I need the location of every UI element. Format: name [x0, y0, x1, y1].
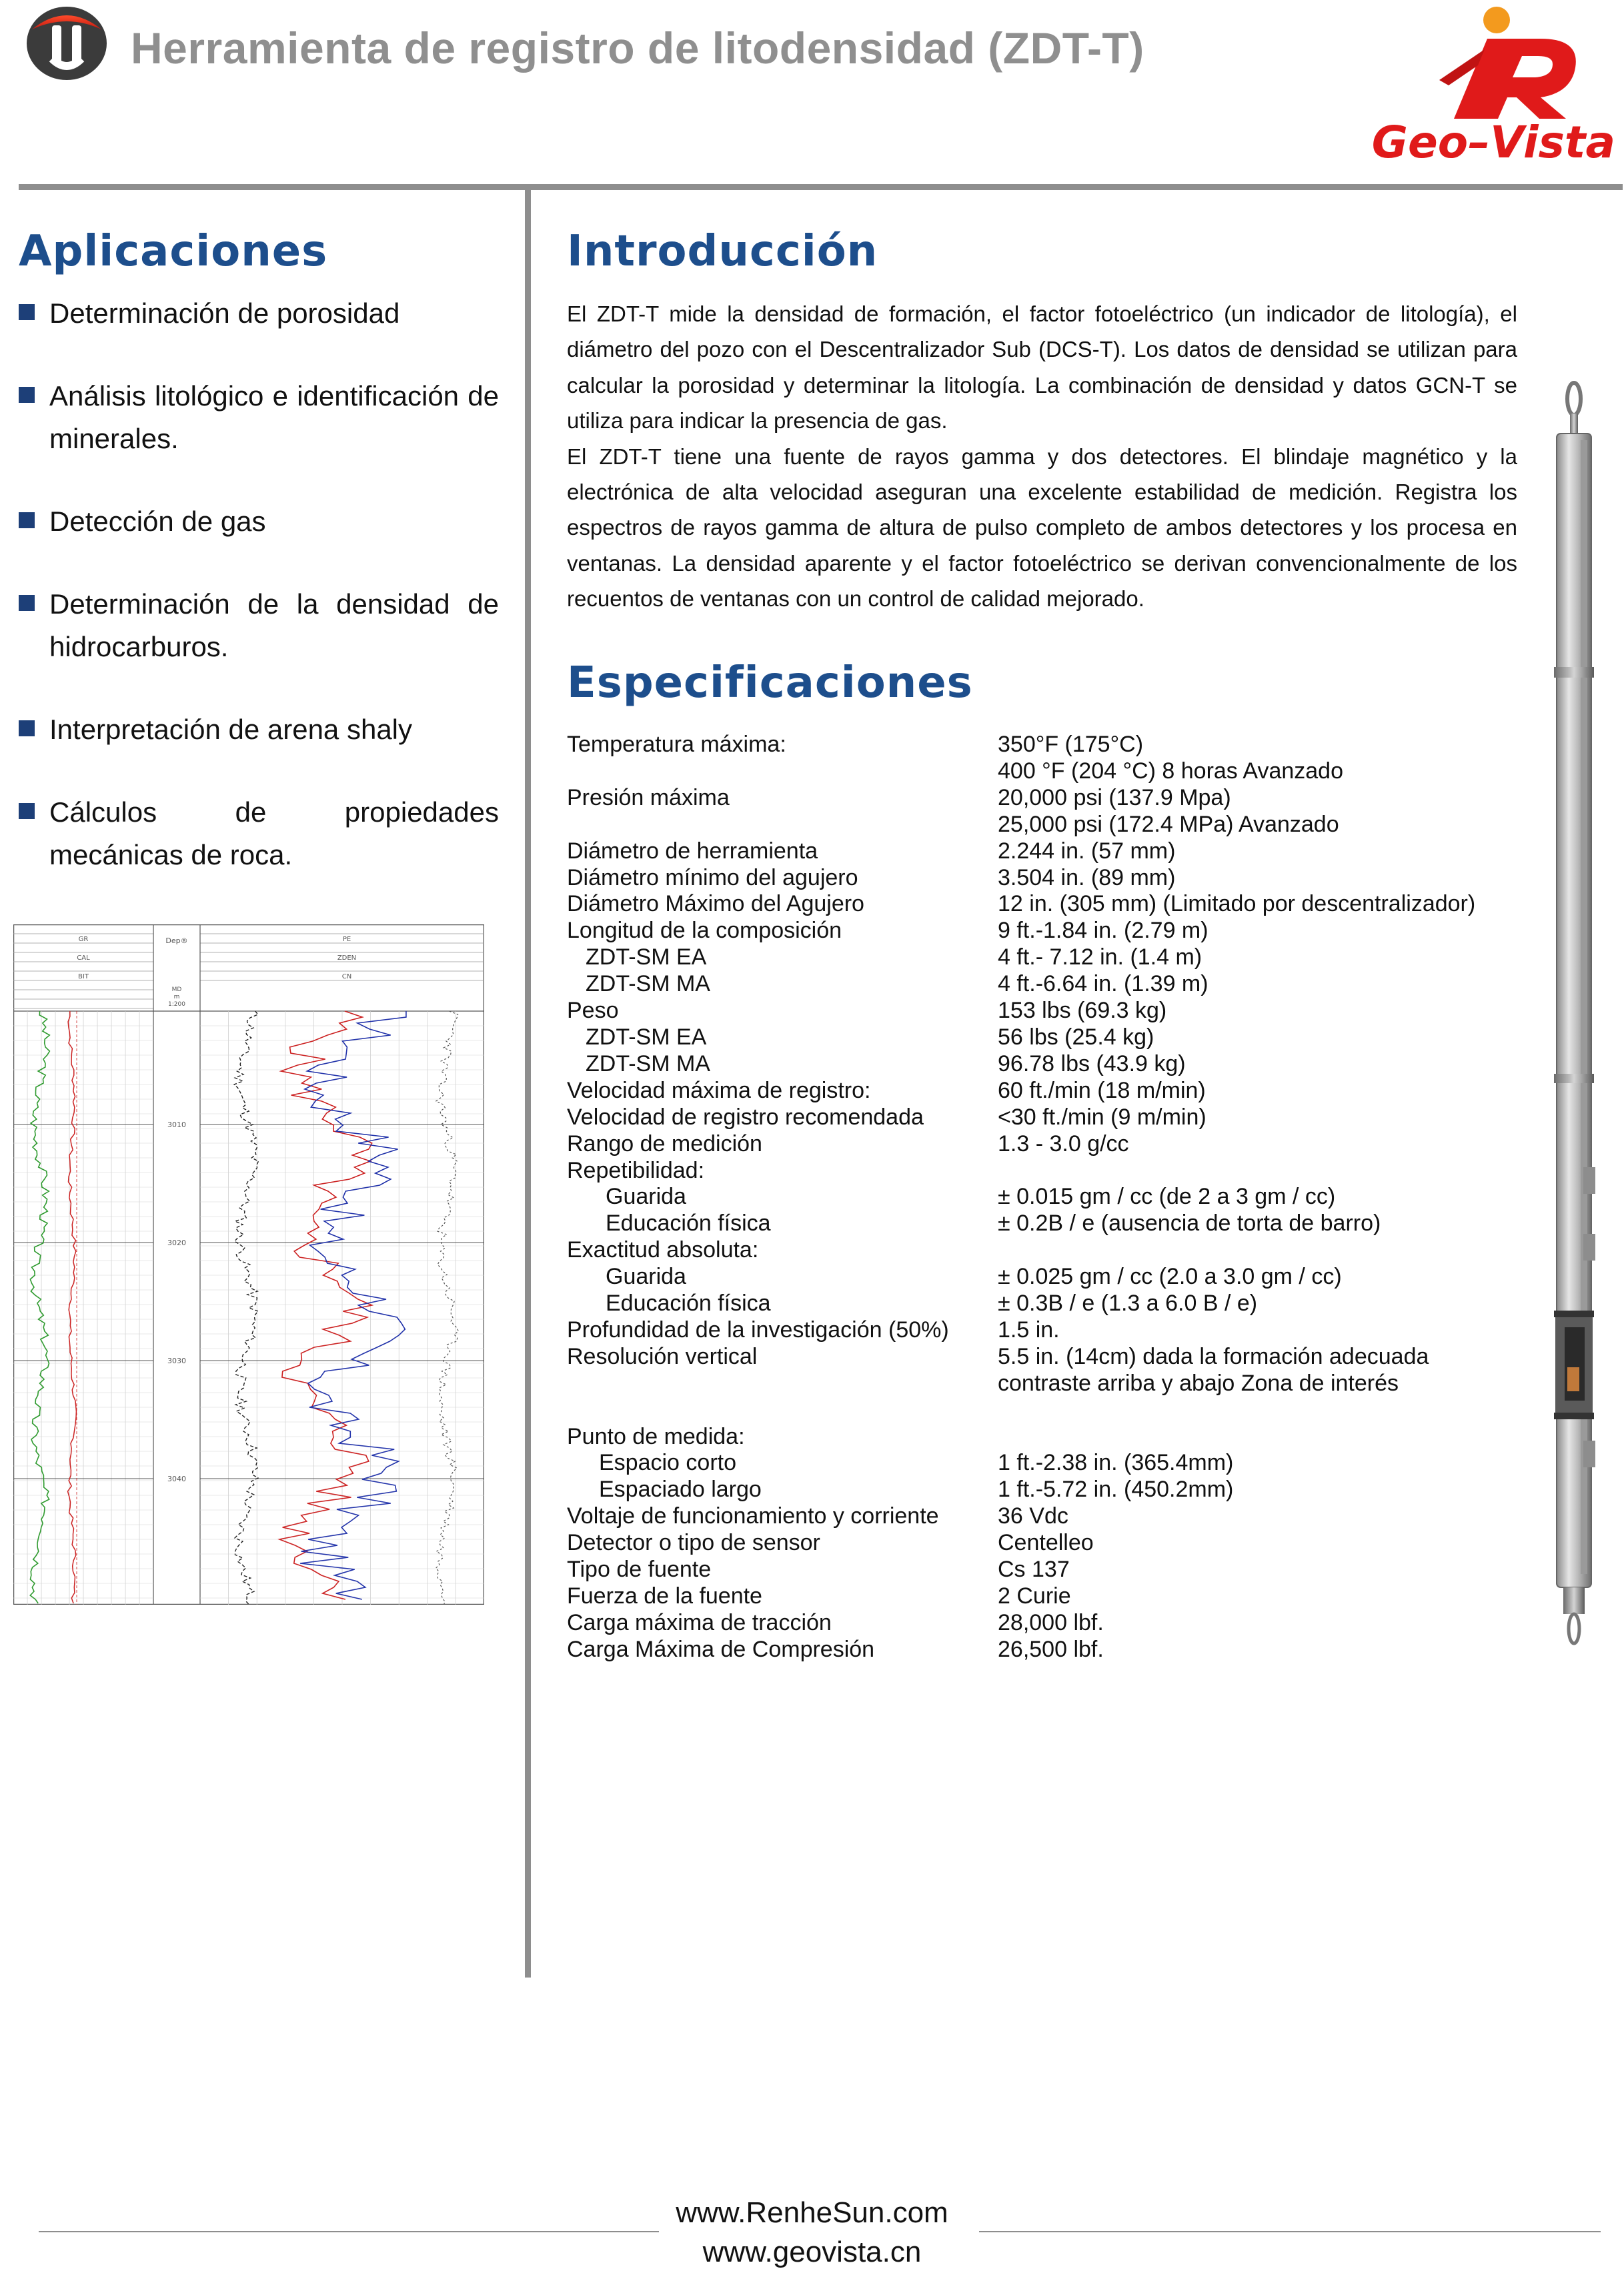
spec-row	[567, 1530, 1547, 1557]
spec-value: 2 Curie	[998, 1583, 1071, 1609]
spec-value: 1 ft.-5.72 in. (450.2mm)	[998, 1477, 1234, 1503]
geo-vista-logo	[1354, 0, 1621, 172]
spec-label	[567, 812, 998, 838]
brand-name: Geo–Vista	[1371, 117, 1615, 168]
spec-value: <30 ft./min (9 m/min)	[998, 1104, 1206, 1130]
spec-label: Carga máxima de tracción	[567, 1609, 832, 1635]
scale-label: m	[173, 994, 180, 1000]
spec-label: ZDT-SM MA	[586, 1050, 710, 1076]
spec-label: Diámetro de herramienta	[567, 838, 818, 864]
list-item: Detección de gas	[19, 500, 499, 543]
spec-label: Guarida	[606, 1264, 686, 1290]
spec-value: 28,000 lbf.	[998, 1609, 1104, 1635]
spec-label: Espacio corto	[599, 1450, 736, 1476]
track1-header: CAL	[77, 954, 90, 962]
spec-row	[567, 1610, 1547, 1637]
spec-value: 1.5 in.	[998, 1317, 1060, 1343]
specifications-heading: Especificaciones	[567, 658, 973, 708]
square-bullet-icon	[19, 512, 35, 528]
applications-heading: Aplicaciones	[19, 227, 328, 276]
spec-row	[567, 1211, 1547, 1237]
spec-value: 350°F (175°C)	[998, 732, 1144, 757]
spec-value: 36 Vdc	[998, 1503, 1068, 1529]
applications-list	[19, 292, 499, 916]
spec-value: 20,000 psi (137.9 Mpa)	[998, 784, 1231, 810]
square-bullet-icon	[19, 304, 35, 320]
spec-row	[567, 1371, 1547, 1397]
spec-row	[567, 1317, 1547, 1344]
spec-value: 153 lbs (69.3 kg)	[998, 998, 1167, 1024]
header-divider	[19, 184, 1623, 190]
spec-value: 4 ft.-6.64 in. (1.39 m)	[998, 971, 1208, 997]
spec-row	[567, 1184, 1547, 1211]
spec-label: Educación física	[606, 1211, 771, 1237]
spec-value: 2.244 in. (57 mm)	[998, 838, 1176, 864]
spec-label: Velocidad de registro recomendada	[567, 1104, 924, 1130]
spec-label: Longitud de la composición	[567, 918, 842, 944]
spec-label: Educación física	[606, 1291, 771, 1317]
list-item: Determinación de la densidad de hidrocarburos.	[19, 583, 499, 668]
depth-header: Dep®	[165, 936, 188, 945]
spec-row	[567, 1078, 1547, 1104]
spec-row	[567, 891, 1547, 918]
spec-row	[567, 1477, 1547, 1503]
spec-label: Resolución vertical	[567, 1343, 758, 1369]
spec-value: 25,000 psi (172.4 MPa) Avanzado	[998, 811, 1339, 837]
spec-value: 56 lbs (25.4 kg)	[998, 1024, 1154, 1050]
square-bullet-icon	[19, 720, 35, 736]
footer-rule-right	[979, 2231, 1601, 2232]
spec-value: 96.78 lbs (43.9 kg)	[998, 1050, 1186, 1076]
spec-label: Punto de medida:	[567, 1423, 745, 1449]
spec-value: 4 ft.- 7.12 in. (1.4 m)	[998, 944, 1202, 970]
spec-row	[567, 1024, 1547, 1051]
spec-value	[998, 1158, 1547, 1185]
spec-label: Espaciado largo	[599, 1477, 762, 1503]
track1-header: BIT	[78, 973, 89, 980]
spec-value: 400 °F (204 °C) 8 horas Avanzado	[998, 758, 1343, 784]
spec-row	[567, 918, 1547, 944]
spec-label: Repetibilidad:	[567, 1157, 705, 1183]
spec-label: ZDT-SM EA	[586, 944, 707, 970]
spec-row	[567, 1291, 1547, 1317]
spec-row	[567, 1503, 1547, 1530]
square-bullet-icon	[19, 387, 35, 403]
spec-value: ± 0.2B / e (ausencia de torta de barro)	[998, 1211, 1381, 1237]
spec-row	[567, 1158, 1547, 1185]
intro-paragraph: El ZDT-T tiene una fuente de rayos gamma y dos detectores. El blindaje magnético y la electrónica de alta velocidad aseguran una excelente estabilidad de medición. Registra los espectros de rayos gamma de altura de pulso completo de ambos detectores y los procesa en ventanas. La densidad aparente y el factor fotoeléctrico se derivan convencionalmente de los recuentos de ventanas con un control de calidad mejorado.	[567, 444, 1517, 612]
well-log-chart	[13, 924, 484, 1605]
footer-rule-left	[39, 2231, 659, 2232]
spec-value: ± 0.3B / e (1.3 a 6.0 B / e)	[998, 1291, 1258, 1317]
list-item: Cálculos de propiedades mecánicas de roca.	[19, 791, 499, 876]
depth-label: 3010	[167, 1120, 186, 1129]
spec-value: 60 ft./min (18 m/min)	[998, 1077, 1206, 1103]
spec-label	[567, 758, 998, 785]
spec-label: Diámetro mínimo del agujero	[567, 864, 858, 890]
spec-row	[567, 758, 1547, 785]
spec-row	[567, 1131, 1547, 1158]
document-title: Herramienta de registro de litodensidad (ZDT-T)	[131, 23, 1144, 73]
spec-label: ZDT-SM EA	[586, 1024, 707, 1050]
spec-label: Velocidad máxima de registro:	[567, 1077, 871, 1103]
scale-label: MD	[171, 986, 182, 993]
spec-value: ± 0.015 gm / cc (de 2 a 3 gm / cc)	[998, 1184, 1336, 1210]
spec-row	[567, 998, 1547, 1024]
spec-value: ± 0.025 gm / cc (2.0 a 3.0 gm / cc)	[998, 1264, 1342, 1290]
spec-value: 12 in. (305 mm) (Limitado por descentralizador)	[998, 891, 1476, 917]
spec-label: ZDT-SM MA	[586, 971, 710, 997]
spec-value	[998, 1237, 1547, 1264]
column-divider	[525, 190, 531, 1978]
spec-label: Tipo de fuente	[567, 1557, 712, 1583]
list-item: Análisis litológico e identificación de minerales.	[19, 375, 499, 460]
spec-row	[567, 1450, 1547, 1477]
spec-label: Diámetro Máximo del Agujero	[567, 891, 864, 917]
spec-row	[567, 944, 1547, 971]
spec-value: Cs 137	[998, 1557, 1070, 1583]
depth-label: 3030	[167, 1357, 186, 1365]
track2-header: ZDEN	[337, 954, 357, 962]
track2-header: CN	[341, 973, 352, 980]
spec-label: Detector o tipo de sensor	[567, 1530, 820, 1556]
spec-row	[567, 1264, 1547, 1291]
spec-row	[567, 838, 1547, 865]
spec-value: 1.3 - 3.0 g/cc	[998, 1130, 1129, 1157]
spec-value: 3.504 in. (89 mm)	[998, 864, 1176, 890]
spec-value: Centelleo	[998, 1530, 1094, 1556]
spec-value: contraste arriba y abajo Zona de interés	[998, 1370, 1399, 1396]
intro-paragraph: El ZDT-T mide la densidad de formación, el factor fotoeléctrico (un indicador de litología), el diámetro del pozo con el Descentralizador Sub (DCS-T). Los datos de densidad se utilizan para calcular la porosidad y determinar la litología. La combinación de densidad y datos GCN-T se utiliza para indicar la presencia de gas.	[567, 301, 1517, 434]
square-bullet-icon	[19, 803, 35, 819]
renhesun-logo	[25, 5, 108, 81]
spec-row	[567, 1237, 1547, 1264]
spec-label: Temperatura máxima:	[567, 732, 786, 757]
footer-url-geovista[interactable]: www.geovista.cn	[702, 2236, 922, 2268]
spec-value: 9 ft.-1.84 in. (2.79 m)	[998, 918, 1208, 944]
spec-label: Rango de medición	[567, 1130, 762, 1157]
zdt-tool-image	[1545, 380, 1603, 1647]
spec-label: Carga Máxima de Compresión	[567, 1636, 875, 1662]
spec-row	[567, 1424, 1547, 1451]
spec-value: 1 ft.-2.38 in. (365.4mm)	[998, 1450, 1234, 1476]
spec-row	[567, 1637, 1547, 1663]
spec-value: 26,500 lbf.	[998, 1636, 1104, 1662]
spec-row	[567, 732, 1547, 758]
spec-label: Profundidad de la investigación (50%)	[567, 1317, 949, 1343]
spec-label: Peso	[567, 998, 619, 1024]
spec-label: Presión máxima	[567, 784, 730, 810]
spec-row	[567, 785, 1547, 812]
track2-header: PE	[342, 936, 351, 943]
spec-label	[567, 1371, 998, 1397]
spec-row	[567, 1583, 1547, 1610]
spec-row	[567, 865, 1547, 892]
spec-label: Fuerza de la fuente	[567, 1583, 762, 1609]
track1-header: GR	[78, 936, 89, 943]
depth-label: 3040	[167, 1475, 186, 1483]
square-bullet-icon	[19, 595, 35, 611]
spec-row	[567, 1051, 1547, 1078]
spec-row	[567, 971, 1547, 998]
spec-row	[567, 1557, 1547, 1583]
scale-label: 1:200	[168, 1001, 185, 1008]
specifications-table	[567, 732, 1547, 1663]
depth-label: 3020	[167, 1239, 186, 1247]
list-item: Interpretación de arena shaly	[19, 708, 499, 751]
spec-value	[998, 1424, 1547, 1451]
spec-value: 5.5 in. (14cm) dada la formación adecuada	[998, 1343, 1429, 1369]
spec-label: Voltaje de funcionamiento y corriente	[567, 1503, 939, 1529]
spec-row	[567, 1344, 1547, 1371]
spec-label: Exactitud absoluta:	[567, 1237, 759, 1263]
introduction-heading: Introducción	[567, 227, 878, 276]
spec-row	[567, 1104, 1547, 1131]
spec-row	[567, 812, 1547, 838]
introduction-text	[567, 296, 1517, 617]
list-item: Determinación de porosidad	[19, 292, 499, 335]
spec-label: Guarida	[606, 1184, 686, 1210]
footer-url-renhesun[interactable]: www.RenheSun.com	[676, 2196, 948, 2229]
